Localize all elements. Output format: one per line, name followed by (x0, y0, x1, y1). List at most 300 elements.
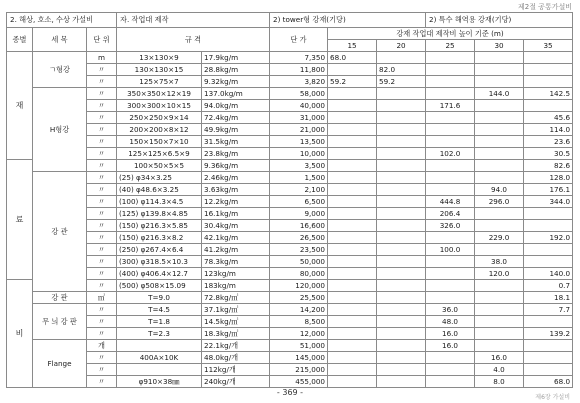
weight-cell: 94.0kg/m (202, 100, 270, 112)
value-cell (377, 124, 426, 136)
value-cell (524, 316, 573, 328)
group-label: ㄱ형강 (33, 52, 87, 88)
value-cell: 82.6 (524, 160, 573, 172)
value-cell (426, 52, 475, 64)
value-cell (524, 208, 573, 220)
spec-cell: 400A×10K (117, 352, 202, 364)
value-cell (426, 172, 475, 184)
value-cell: 94.0 (475, 184, 524, 196)
header-item: 세 목 (33, 28, 87, 52)
value-cell (475, 172, 524, 184)
table-row (7, 100, 573, 112)
value-cell (475, 124, 524, 136)
value-cell (377, 160, 426, 172)
price-cell: 7,350 (270, 52, 328, 64)
page-header: 제2절 공통가설비 (517, 3, 572, 11)
unit-cell: m (87, 52, 117, 64)
weight-cell: 22.1kg/개 (202, 340, 270, 352)
value-cell (524, 364, 573, 376)
price-cell: 455,000 (270, 376, 328, 388)
section-title: 2. 해상, 호소, 수상 가설비 (7, 13, 117, 28)
value-cell (377, 184, 426, 196)
value-cell (328, 124, 377, 136)
value-cell (475, 220, 524, 232)
value-cell: 171.6 (426, 100, 475, 112)
value-cell: 68.0 (328, 52, 377, 64)
weight-cell: 14.5kg/㎡ (202, 316, 270, 328)
unit-cell: 〃 (87, 256, 117, 268)
table-row (7, 352, 573, 364)
unit-cell: 〃 (87, 184, 117, 196)
value-cell (328, 160, 377, 172)
weight-cell: 18.3kg/㎡ (202, 328, 270, 340)
unit-cell: 〃 (87, 316, 117, 328)
spec-cell: 200×200×8×12 (117, 124, 202, 136)
spec-cell: (300) φ318.5×10.3 (117, 256, 202, 268)
footer-mark: 제6장 가설비 (535, 394, 570, 401)
value-cell: 59.2 (328, 76, 377, 88)
table-row (7, 316, 573, 328)
spec-cell: T=2.3 (117, 328, 202, 340)
value-cell (377, 220, 426, 232)
category-cell: 재 (7, 52, 33, 160)
value-cell (377, 112, 426, 124)
value-cell (426, 136, 475, 148)
spec-cell: (100) φ114.3×4.5 (117, 196, 202, 208)
value-cell: 144.0 (475, 88, 524, 100)
value-cell (524, 76, 573, 88)
spec-cell: T=4.5 (117, 304, 202, 316)
value-cell: 16.0 (426, 340, 475, 352)
value-cell (475, 316, 524, 328)
value-cell: 142.5 (524, 88, 573, 100)
value-cell: 114.0 (524, 124, 573, 136)
value-cell (426, 376, 475, 388)
value-cell (328, 196, 377, 208)
value-cell (475, 136, 524, 148)
price-cell: 3,500 (270, 160, 328, 172)
category-cell: 료 (7, 160, 33, 280)
value-cell (475, 100, 524, 112)
value-cell (328, 268, 377, 280)
value-cell: 139.2 (524, 328, 573, 340)
value-cell (377, 232, 426, 244)
unit-cell: 〃 (87, 172, 117, 184)
price-cell: 6,500 (270, 196, 328, 208)
weight-cell: 72.8kg/㎡ (202, 292, 270, 304)
weight-cell: 9.32kg/m (202, 76, 270, 88)
spec-cell: 300×300×10×15 (117, 100, 202, 112)
table-row (7, 268, 573, 280)
price-cell: 12,000 (270, 328, 328, 340)
weight-cell: 78.3kg/m (202, 256, 270, 268)
spec-cell: 125×75×7 (117, 76, 202, 88)
unit-cell: ㎡ (87, 292, 117, 304)
value-cell (475, 52, 524, 64)
value-cell (426, 364, 475, 376)
value-cell: 16.0 (426, 328, 475, 340)
value-cell (328, 112, 377, 124)
value-cell (524, 244, 573, 256)
value-cell (426, 64, 475, 76)
value-cell: 192.0 (524, 232, 573, 244)
table-row (7, 208, 573, 220)
spec-cell: (250) φ267.4×6.4 (117, 244, 202, 256)
unit-cell: 〃 (87, 124, 117, 136)
value-cell: 82.0 (377, 64, 426, 76)
unit-cell: 〃 (87, 136, 117, 148)
table-row (7, 196, 573, 208)
value-cell (328, 64, 377, 76)
value-cell: 18.1 (524, 292, 573, 304)
value-cell (524, 340, 573, 352)
value-cell (475, 280, 524, 292)
spec-cell: (400) φ406.4×12.7 (117, 268, 202, 280)
value-cell: 30.5 (524, 148, 573, 160)
value-cell (377, 172, 426, 184)
value-cell (328, 208, 377, 220)
value-cell (524, 100, 573, 112)
value-cell (377, 328, 426, 340)
value-cell (475, 244, 524, 256)
weight-cell: 9.36kg/m (202, 160, 270, 172)
value-cell (475, 304, 524, 316)
value-cell: 45.6 (524, 112, 573, 124)
price-cell: 10,000 (270, 148, 328, 160)
unit-cell: 〃 (87, 280, 117, 292)
weight-cell: 72.4kg/m (202, 112, 270, 124)
spec-cell: (25) φ34×3.25 (117, 172, 202, 184)
spec-cell: T=1.8 (117, 316, 202, 328)
header-spec: 규 격 (117, 28, 270, 52)
value-cell: 7.7 (524, 304, 573, 316)
table-row (7, 304, 573, 316)
value-cell (475, 340, 524, 352)
value-cell (475, 160, 524, 172)
header-height: 20 (377, 40, 426, 52)
value-cell (426, 292, 475, 304)
value-cell (328, 292, 377, 304)
value-cell: 326.0 (426, 220, 475, 232)
weight-cell: 240kg/개 (202, 376, 270, 388)
spec-cell (117, 364, 202, 376)
value-cell (475, 64, 524, 76)
value-cell (377, 292, 426, 304)
unit-cell: 〃 (87, 88, 117, 100)
table-row (7, 148, 573, 160)
group-label: 강 관 (33, 172, 87, 292)
spec-cell: (150) φ216.3×5.85 (117, 220, 202, 232)
group-label: Flange (33, 340, 87, 388)
value-cell (377, 196, 426, 208)
value-cell (328, 184, 377, 196)
table-row (7, 256, 573, 268)
value-cell (426, 124, 475, 136)
unit-cell: 〃 (87, 64, 117, 76)
unit-cell: 〃 (87, 364, 117, 376)
value-cell (377, 364, 426, 376)
header-price: 단 가 (270, 28, 328, 52)
value-cell (328, 316, 377, 328)
value-cell: 102.0 (426, 148, 475, 160)
spec-cell: 100×50×5×5 (117, 160, 202, 172)
weight-cell: 137.0kg/m (202, 88, 270, 100)
value-cell (328, 136, 377, 148)
header-category: 종별 (7, 28, 33, 52)
value-cell: 206.4 (426, 208, 475, 220)
value-cell (377, 136, 426, 148)
value-cell (377, 316, 426, 328)
value-cell (328, 340, 377, 352)
value-cell: 0.7 (524, 280, 573, 292)
table-row (7, 340, 573, 352)
weight-cell: 3.63kg/m (202, 184, 270, 196)
price-cell: 25,500 (270, 292, 328, 304)
price-cell: 2,100 (270, 184, 328, 196)
weight-cell: 31.5kg/m (202, 136, 270, 148)
weight-cell: 37.1kg/㎡ (202, 304, 270, 316)
price-cell: 23,500 (270, 244, 328, 256)
value-cell (377, 304, 426, 316)
value-cell (426, 232, 475, 244)
value-cell (524, 64, 573, 76)
value-cell: 229.0 (475, 232, 524, 244)
header-row-1 (7, 28, 573, 40)
header-height: 25 (426, 40, 475, 52)
value-cell (426, 280, 475, 292)
value-cell (377, 208, 426, 220)
weight-cell: 28.8kg/m (202, 64, 270, 76)
value-cell (426, 256, 475, 268)
weight-cell: 48.0kg/개 (202, 352, 270, 364)
spec-cell: 350×350×12×19 (117, 88, 202, 100)
weight-cell: 112kg/개 (202, 364, 270, 376)
price-cell: 120,000 (270, 280, 328, 292)
table-row (7, 52, 573, 64)
header-height: 15 (328, 40, 377, 52)
price-cell: 3,820 (270, 76, 328, 88)
value-cell: 16.0 (475, 352, 524, 364)
value-cell: 38.0 (475, 256, 524, 268)
unit-cell: 〃 (87, 208, 117, 220)
value-cell: 140.0 (524, 268, 573, 280)
spec-cell: 13×130×9 (117, 52, 202, 64)
weight-cell: 2.46kg/m (202, 172, 270, 184)
value-cell (328, 328, 377, 340)
value-cell: 128.0 (524, 172, 573, 184)
unit-cell: 〃 (87, 376, 117, 388)
value-cell: 296.0 (475, 196, 524, 208)
value-cell (426, 112, 475, 124)
table-row (7, 376, 573, 388)
value-cell: 100.0 (426, 244, 475, 256)
price-cell: 58,000 (270, 88, 328, 100)
value-cell (328, 352, 377, 364)
value-cell (377, 352, 426, 364)
header-height: 30 (475, 40, 524, 52)
weight-cell: 42.1kg/m (202, 232, 270, 244)
price-cell: 80,000 (270, 268, 328, 280)
unit-cell: 〃 (87, 244, 117, 256)
value-cell: 4.0 (475, 364, 524, 376)
price-cell: 13,500 (270, 136, 328, 148)
weight-cell: 17.9kg/m (202, 52, 270, 64)
table-row (7, 172, 573, 184)
unit-cell: 〃 (87, 112, 117, 124)
value-cell (475, 76, 524, 88)
price-cell: 31,000 (270, 112, 328, 124)
table-row (7, 76, 573, 88)
value-cell (377, 256, 426, 268)
price-cell: 145,000 (270, 352, 328, 364)
value-cell: 8.0 (475, 376, 524, 388)
value-cell (426, 76, 475, 88)
value-cell (328, 88, 377, 100)
value-cell (524, 220, 573, 232)
price-cell: 16,600 (270, 220, 328, 232)
group-label: 강 판 (33, 292, 87, 304)
value-cell (475, 208, 524, 220)
header-unit: 단 위 (87, 28, 117, 52)
unit-cell: 〃 (87, 232, 117, 244)
table-row (7, 328, 573, 340)
subsection-title: 자. 작업대 제작 (117, 13, 270, 28)
value-cell (377, 376, 426, 388)
value-cell (524, 352, 573, 364)
price-cell: 26,500 (270, 232, 328, 244)
spec-cell: (500) φ508×15.09 (117, 280, 202, 292)
value-cell (328, 172, 377, 184)
value-cell (426, 352, 475, 364)
table-row (7, 88, 573, 100)
group-label: 무 늬 강 판 (33, 304, 87, 340)
weight-cell: 123kg/m (202, 268, 270, 280)
cost-table (6, 12, 573, 388)
weight-cell: 41.2kg/m (202, 244, 270, 256)
value-cell (328, 280, 377, 292)
weight-cell: 49.9kg/m (202, 124, 270, 136)
value-cell (426, 268, 475, 280)
group-label: H형강 (33, 88, 87, 172)
value-cell (377, 268, 426, 280)
unit-cell: 〃 (87, 160, 117, 172)
value-cell (524, 52, 573, 64)
unit-cell: 〃 (87, 76, 117, 88)
group-title-special: 2) 특수 해역용 강재(기당) (426, 13, 573, 28)
value-cell (426, 88, 475, 100)
value-cell (475, 148, 524, 160)
value-cell (524, 256, 573, 268)
value-cell (377, 244, 426, 256)
value-cell: 48.0 (426, 316, 475, 328)
table-row (7, 244, 573, 256)
unit-cell: 〃 (87, 100, 117, 112)
value-cell: 23.6 (524, 136, 573, 148)
value-cell (328, 148, 377, 160)
weight-cell: 16.1kg/m (202, 208, 270, 220)
price-cell: 215,000 (270, 364, 328, 376)
weight-cell: 183kg/m (202, 280, 270, 292)
price-cell: 1,500 (270, 172, 328, 184)
value-cell (328, 304, 377, 316)
table-row (7, 220, 573, 232)
value-cell (475, 328, 524, 340)
unit-cell: 〃 (87, 268, 117, 280)
price-cell: 50,000 (270, 256, 328, 268)
unit-cell: 〃 (87, 220, 117, 232)
spec-cell (117, 340, 202, 352)
unit-cell: 개 (87, 340, 117, 352)
value-cell: 36.0 (426, 304, 475, 316)
weight-cell: 30.4kg/m (202, 220, 270, 232)
spec-cell: 130×130×15 (117, 64, 202, 76)
price-cell: 51,000 (270, 340, 328, 352)
spec-cell: 150×150×7×10 (117, 136, 202, 148)
header-height: 35 (524, 40, 573, 52)
value-cell (377, 100, 426, 112)
price-cell: 11,800 (270, 64, 328, 76)
page-number: - 369 - (276, 388, 304, 397)
price-cell: 40,000 (270, 100, 328, 112)
spec-cell: φ910×38㎜ (117, 376, 202, 388)
spec-cell: (125) φ139.8×4.85 (117, 208, 202, 220)
spec-cell: (40) φ48.6×3.25 (117, 184, 202, 196)
value-cell (328, 232, 377, 244)
value-cell: 344.0 (524, 196, 573, 208)
table-row (7, 112, 573, 124)
value-cell (377, 88, 426, 100)
price-cell: 14,200 (270, 304, 328, 316)
table-row (7, 64, 573, 76)
value-cell (377, 148, 426, 160)
unit-cell: 〃 (87, 328, 117, 340)
value-cell: 68.0 (524, 376, 573, 388)
value-cell: 176.1 (524, 184, 573, 196)
table-row (7, 292, 573, 304)
table-row (7, 280, 573, 292)
value-cell (377, 340, 426, 352)
table-row (7, 124, 573, 136)
value-cell (377, 52, 426, 64)
value-cell (426, 160, 475, 172)
unit-cell: 〃 (87, 304, 117, 316)
spec-cell: 250×250×9×14 (117, 112, 202, 124)
value-cell (328, 364, 377, 376)
value-cell (426, 184, 475, 196)
price-cell: 8,500 (270, 316, 328, 328)
value-cell (328, 244, 377, 256)
header-height-label: 강재 작업대 제작비 높이 기준 (m) (328, 28, 573, 40)
value-cell (475, 292, 524, 304)
unit-cell: 〃 (87, 196, 117, 208)
table-row (7, 160, 573, 172)
value-cell (328, 100, 377, 112)
value-cell: 444.8 (426, 196, 475, 208)
value-cell (328, 220, 377, 232)
table-row (7, 364, 573, 376)
value-cell (377, 280, 426, 292)
value-cell: 59.2 (377, 76, 426, 88)
value-cell (328, 376, 377, 388)
table-row (7, 184, 573, 196)
title-row (7, 13, 573, 28)
value-cell (328, 256, 377, 268)
weight-cell: 12.2kg/m (202, 196, 270, 208)
value-cell: 120.0 (475, 268, 524, 280)
unit-cell: 〃 (87, 352, 117, 364)
category-cell: 비 (7, 280, 33, 388)
unit-cell: 〃 (87, 148, 117, 160)
